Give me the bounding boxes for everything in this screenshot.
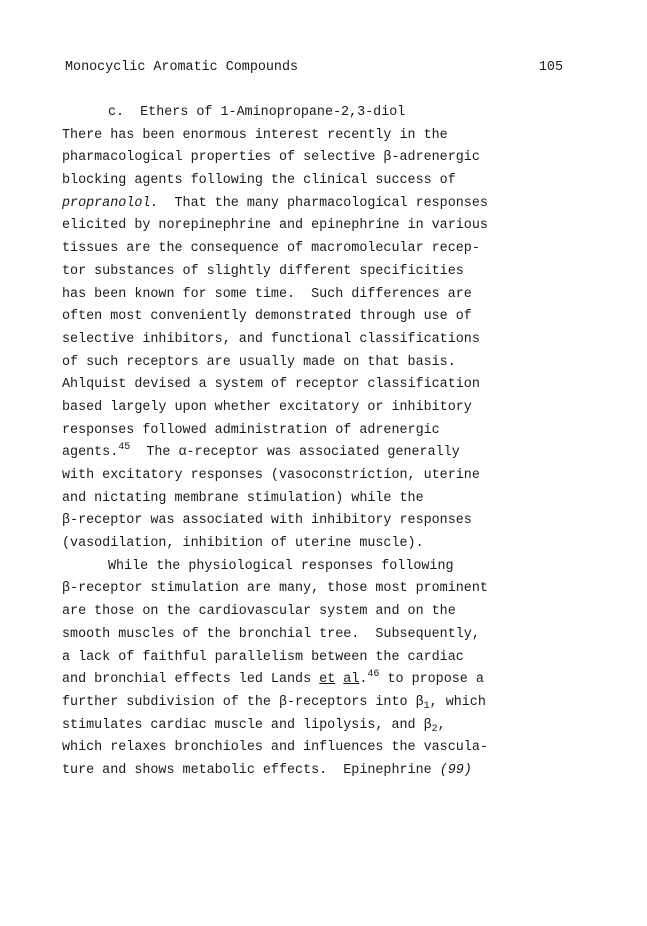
text-line: While the physiological responses following — [108, 558, 454, 574]
reference-superscript: 46 — [367, 669, 380, 681]
subscript: 2 — [431, 723, 438, 735]
text-line: based largely upon whether excitatory or inhibitory — [62, 399, 472, 415]
text-run: agents. — [62, 445, 119, 461]
text-line — [62, 715, 582, 738]
page-number: 105 — [538, 60, 563, 75]
text-line — [62, 692, 582, 715]
text-line: smooth muscles of the bronchial tree. Subsequently, — [62, 626, 480, 642]
text-run: ture and shows metabolic effects. Epinephrine — [62, 762, 440, 778]
text-line: β-receptor was associated with inhibitory responses — [62, 513, 472, 529]
section-heading: c. Ethers of 1-Aminopropane-2,3-diol — [108, 105, 406, 120]
text-line: elicited by norepinephrine and epinephrine in various — [62, 218, 488, 234]
text-line: Ahlquist devised a system of receptor classification — [62, 377, 480, 393]
text-line — [62, 669, 582, 692]
text-line: a lack of faithful parallelism between the cardiac — [62, 649, 464, 665]
latin-al: al — [343, 672, 360, 688]
text-line: often most conveniently demonstrated through use of — [62, 309, 472, 325]
text-line — [62, 193, 582, 216]
text-line: blocking agents following the clinical success of — [62, 173, 456, 189]
reference-superscript: 45 — [118, 442, 131, 454]
text-run: The α-receptor was associated generally — [130, 445, 460, 461]
running-head-title: Monocyclic Aromatic Compounds — [65, 60, 299, 75]
drug-name-propranolol: propranolol. — [62, 195, 159, 211]
text-line — [62, 760, 582, 783]
paragraph-2 — [62, 556, 582, 783]
text-line: selective inhibitors, and functional classifications — [62, 331, 480, 347]
text-line: pharmacological properties of selective β-adrenergic — [62, 150, 480, 166]
latin-et: et — [319, 672, 336, 688]
text-line: responses followed administration of adrenergic — [62, 422, 440, 438]
text-line: β-receptor stimulation are many, those most prominent — [62, 581, 488, 597]
body-text — [62, 102, 582, 783]
text-line: with excitatory responses (vasoconstriction, uterine — [62, 468, 480, 483]
text-run: and bronchial effects led Lands — [62, 672, 320, 688]
text-run: That the many pharmacological responses — [158, 195, 488, 211]
text-line: tissues are the consequence of macromolecular recep- — [62, 241, 480, 257]
text-run: . — [359, 672, 368, 688]
text-run: , which — [429, 694, 486, 710]
paragraph-1 — [62, 125, 582, 556]
subscript: 1 — [423, 700, 430, 712]
text-line: are those on the cardiovascular system and on the — [62, 604, 456, 620]
text-run: further subdivision of the β-receptors into β — [62, 694, 424, 710]
text-line: and nictating membrane stimulation) while the — [62, 490, 424, 506]
text-run: stimulates cardiac muscle and lipolysis, and β — [62, 717, 432, 733]
text-line: (vasodilation, inhibition of uterine muscle). — [62, 536, 424, 552]
text-line: of such receptors are usually made on that basis. — [62, 354, 456, 370]
text-run: to propose a — [379, 672, 484, 688]
text-run: , — [437, 717, 446, 733]
text-line: has been known for some time. Such differences are — [62, 286, 472, 302]
text-line — [62, 442, 582, 465]
text-line: There has been enormous interest recently in the — [62, 127, 448, 143]
text-line: which relaxes bronchioles and influences the vascula- — [62, 740, 488, 756]
text-line: tor substances of slightly different specificities — [62, 263, 464, 279]
compound-number: (99) — [439, 762, 472, 778]
